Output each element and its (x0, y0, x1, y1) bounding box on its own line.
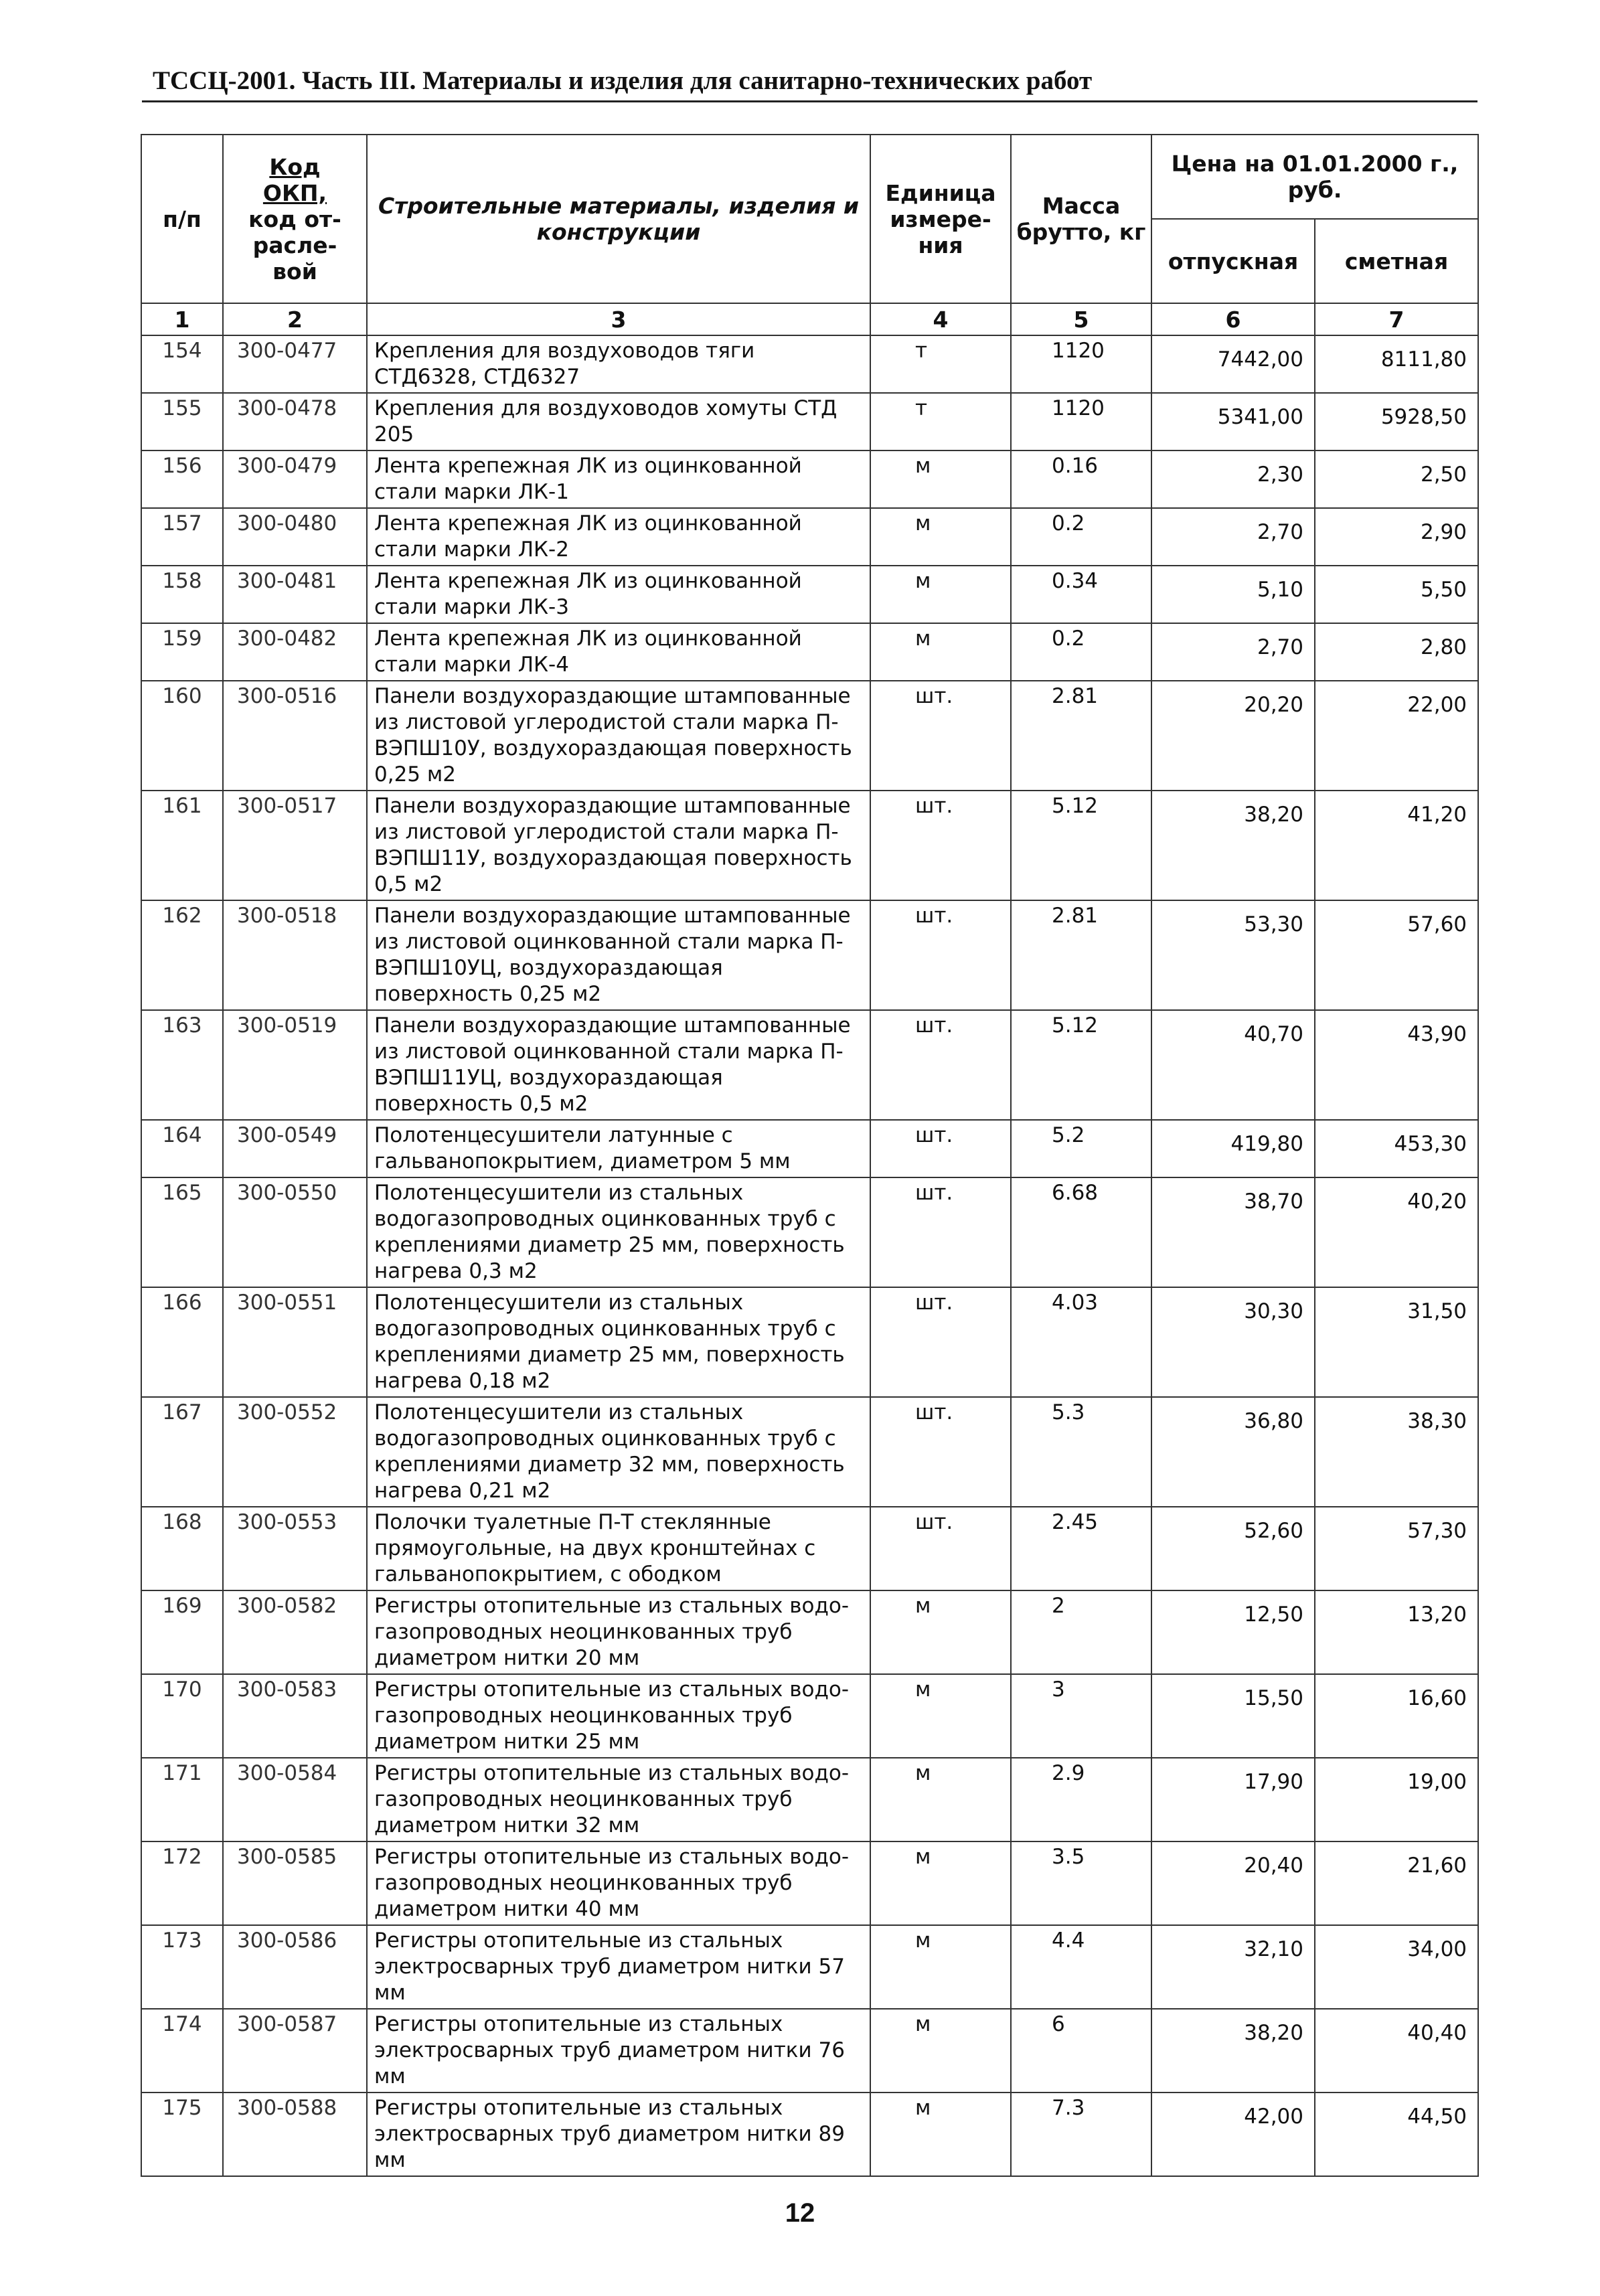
row-unit: м (870, 566, 1011, 623)
row-unit: шт. (870, 681, 1011, 791)
column-number: 6 (1151, 303, 1315, 335)
row-price-estimate: 44,50 (1315, 2093, 1478, 2176)
row-price-release: 2,70 (1151, 623, 1315, 681)
row-unit: м (870, 1590, 1011, 1674)
row-price-release: 38,20 (1151, 2009, 1315, 2093)
row-unit: шт. (870, 1287, 1011, 1397)
row-code: 300-0477 (223, 335, 367, 393)
row-material-name: Регистры отопительные из стальных водо-газопроводных неоцинкованных труб диаметром нитки 32 мм (367, 1758, 870, 1841)
row-price-release: 38,70 (1151, 1177, 1315, 1287)
row-price-estimate: 40,40 (1315, 2009, 1478, 2093)
header-material: Строительные материалы, изделия и конструкции (367, 135, 870, 303)
row-unit: м (870, 2009, 1011, 2093)
row-mass: 5.2 (1011, 1120, 1151, 1177)
row-code: 300-0583 (223, 1674, 367, 1758)
row-code: 300-0519 (223, 1010, 367, 1120)
row-unit: м (870, 1758, 1011, 1841)
table-row (141, 393, 1478, 450)
row-unit: м (870, 2093, 1011, 2176)
row-code: 300-0479 (223, 450, 367, 508)
column-number-row (141, 303, 1478, 335)
row-mass: 2.9 (1011, 1758, 1151, 1841)
row-unit: т (870, 335, 1011, 393)
header-code-line: ОКП, (262, 179, 327, 206)
row-price-release: 53,30 (1151, 900, 1315, 1010)
row-price-release: 40,70 (1151, 1010, 1315, 1120)
row-price-estimate: 2,50 (1315, 450, 1478, 508)
table-row (141, 450, 1478, 508)
row-material-name: Лента крепежная ЛК из оцинкованной стали марки ЛК-2 (367, 508, 870, 566)
row-price-release: 17,90 (1151, 1758, 1315, 1841)
row-price-release: 20,20 (1151, 681, 1315, 791)
row-code: 300-0517 (223, 791, 367, 900)
row-number: 174 (141, 2009, 223, 2093)
row-unit: м (870, 1674, 1011, 1758)
row-unit: м (870, 1841, 1011, 1925)
header-code-line: расле- (252, 232, 337, 258)
row-mass: 0.34 (1011, 566, 1151, 623)
row-number: 157 (141, 508, 223, 566)
row-unit: шт. (870, 1507, 1011, 1590)
table-body (141, 303, 1478, 2176)
row-number: 154 (141, 335, 223, 393)
column-number: 3 (367, 303, 870, 335)
materials-price-table (141, 134, 1479, 2177)
row-material-name: Крепления для воздуховодов хомуты СТД 205 (367, 393, 870, 450)
row-material-name: Регистры отопительные из стальных электросварных труб диаметром нитки 57 мм (367, 1925, 870, 2009)
row-material-name: Регистры отопительные из стальных электросварных труб диаметром нитки 89 мм (367, 2093, 870, 2176)
row-price-estimate: 41,20 (1315, 791, 1478, 900)
row-code: 300-0478 (223, 393, 367, 450)
row-price-release: 30,30 (1151, 1287, 1315, 1397)
row-mass: 2.81 (1011, 681, 1151, 791)
row-code: 300-0588 (223, 2093, 367, 2176)
row-price-estimate: 19,00 (1315, 1758, 1478, 1841)
row-mass: 2 (1011, 1590, 1151, 1674)
row-material-name: Регистры отопительные из стальных водо-газопроводных неоцинкованных труб диаметром нитки 25 мм (367, 1674, 870, 1758)
row-price-estimate: 31,50 (1315, 1287, 1478, 1397)
row-price-release: 15,50 (1151, 1674, 1315, 1758)
row-code: 300-0480 (223, 508, 367, 566)
page-number: 12 (785, 2198, 815, 2228)
header-code-line: код от- (248, 206, 341, 232)
row-price-release: 36,80 (1151, 1397, 1315, 1507)
table-row (141, 335, 1478, 393)
row-number: 170 (141, 1674, 223, 1758)
row-mass: 4.4 (1011, 1925, 1151, 2009)
column-number: 1 (141, 303, 223, 335)
row-number: 168 (141, 1507, 223, 1590)
table-row (141, 1841, 1478, 1925)
row-material-name: Регистры отопительные из стальных водо-газопроводных неоцинкованных труб диаметром нитки 20 мм (367, 1590, 870, 1674)
row-mass: 5.3 (1011, 1397, 1151, 1507)
header-mass: Масса брутто, кг (1011, 135, 1151, 303)
row-price-release: 7442,00 (1151, 335, 1315, 393)
row-price-estimate: 453,30 (1315, 1120, 1478, 1177)
row-material-name: Лента крепежная ЛК из оцинкованной стали марки ЛК-4 (367, 623, 870, 681)
row-material-name: Крепления для воздуховодов тяги СТД6328, СТД6327 (367, 335, 870, 393)
row-price-estimate: 22,00 (1315, 681, 1478, 791)
row-price-release: 419,80 (1151, 1120, 1315, 1177)
row-code: 300-0516 (223, 681, 367, 791)
row-mass: 6 (1011, 2009, 1151, 2093)
header-price-estimate: сметная (1315, 219, 1478, 303)
header-num: п/п (141, 135, 223, 303)
header-code (223, 135, 367, 303)
row-number: 173 (141, 1925, 223, 2009)
row-mass: 4.03 (1011, 1287, 1151, 1397)
row-code: 300-0482 (223, 623, 367, 681)
header-price-group: Цена на 01.01.2000 г., руб. (1151, 135, 1478, 219)
row-mass: 5.12 (1011, 791, 1151, 900)
header-code-line: Код (269, 153, 321, 180)
row-mass: 3 (1011, 1674, 1151, 1758)
row-price-estimate: 34,00 (1315, 1925, 1478, 2009)
row-price-estimate: 43,90 (1315, 1010, 1478, 1120)
row-number: 175 (141, 2093, 223, 2176)
column-number: 2 (223, 303, 367, 335)
table-row (141, 566, 1478, 623)
row-unit: шт. (870, 1177, 1011, 1287)
row-number: 169 (141, 1590, 223, 1674)
row-price-estimate: 57,30 (1315, 1507, 1478, 1590)
row-price-estimate: 57,60 (1315, 900, 1478, 1010)
row-price-release: 32,10 (1151, 1925, 1315, 2009)
row-price-estimate: 8111,80 (1315, 335, 1478, 393)
table-row (141, 1758, 1478, 1841)
row-number: 155 (141, 393, 223, 450)
row-number: 172 (141, 1841, 223, 1925)
header-unit: Единица измере-ния (870, 135, 1011, 303)
table-header-row (141, 135, 1478, 219)
header-code-line: вой (272, 258, 317, 284)
row-price-release: 52,60 (1151, 1507, 1315, 1590)
row-number: 158 (141, 566, 223, 623)
row-price-estimate: 5,50 (1315, 566, 1478, 623)
row-code: 300-0518 (223, 900, 367, 1010)
row-number: 171 (141, 1758, 223, 1841)
row-price-estimate: 21,60 (1315, 1841, 1478, 1925)
row-unit: м (870, 508, 1011, 566)
row-unit: шт. (870, 791, 1011, 900)
row-mass: 1120 (1011, 335, 1151, 393)
row-number: 159 (141, 623, 223, 681)
row-code: 300-0553 (223, 1507, 367, 1590)
row-mass: 3.5 (1011, 1841, 1151, 1925)
row-number: 164 (141, 1120, 223, 1177)
table-row (141, 1507, 1478, 1590)
table-row (141, 1010, 1478, 1120)
row-unit: т (870, 393, 1011, 450)
page-title: ТССЦ-2001. Часть III. Материалы и изделия для санитарно-технических работ (153, 66, 1093, 95)
table-row (141, 2093, 1478, 2176)
header-divider (142, 100, 1477, 102)
row-price-estimate: 16,60 (1315, 1674, 1478, 1758)
row-mass: 0.2 (1011, 508, 1151, 566)
table-row (141, 1177, 1478, 1287)
row-material-name: Лента крепежная ЛК из оцинкованной стали марки ЛК-1 (367, 450, 870, 508)
table-row (141, 1674, 1478, 1758)
column-number: 5 (1011, 303, 1151, 335)
row-mass: 0.2 (1011, 623, 1151, 681)
row-code: 300-0582 (223, 1590, 367, 1674)
column-number: 4 (870, 303, 1011, 335)
header-price-release: отпускная (1151, 219, 1315, 303)
row-price-estimate: 13,20 (1315, 1590, 1478, 1674)
row-number: 160 (141, 681, 223, 791)
row-material-name: Регистры отопительные из стальных водо-газопроводных неоцинкованных труб диаметром нитки 40 мм (367, 1841, 870, 1925)
row-mass: 7.3 (1011, 2093, 1151, 2176)
table-row (141, 2009, 1478, 2093)
row-price-release: 5341,00 (1151, 393, 1315, 450)
row-price-release: 5,10 (1151, 566, 1315, 623)
row-material-name: Лента крепежная ЛК из оцинкованной стали марки ЛК-3 (367, 566, 870, 623)
row-price-estimate: 2,90 (1315, 508, 1478, 566)
row-mass: 6.68 (1011, 1177, 1151, 1287)
row-price-release: 2,30 (1151, 450, 1315, 508)
table-row (141, 508, 1478, 566)
row-mass: 5.12 (1011, 1010, 1151, 1120)
row-unit: шт. (870, 900, 1011, 1010)
row-unit: шт. (870, 1120, 1011, 1177)
row-number: 165 (141, 1177, 223, 1287)
row-material-name: Панели воздухораздающие штампованные из листовой оцинкованной стали марка П-ВЭПШ11УЦ, воздухораздающая поверхность 0,5 м2 (367, 1010, 870, 1120)
row-material-name: Панели воздухораздающие штампованные из листовой оцинкованной стали марка П-ВЭПШ10УЦ, воздухораздающая поверхность 0,25 м2 (367, 900, 870, 1010)
table-row (141, 900, 1478, 1010)
row-mass: 1120 (1011, 393, 1151, 450)
row-number: 166 (141, 1287, 223, 1397)
row-mass: 0.16 (1011, 450, 1151, 508)
row-code: 300-0481 (223, 566, 367, 623)
row-material-name: Полотенцесушители из стальных водогазопроводных оцинкованных труб с креплениями диаметр 25 мм, поверхность нагрева 0,18 м2 (367, 1287, 870, 1397)
row-mass: 2.45 (1011, 1507, 1151, 1590)
row-price-estimate: 5928,50 (1315, 393, 1478, 450)
row-price-release: 42,00 (1151, 2093, 1315, 2176)
row-material-name: Панели воздухораздающие штампованные из листовой углеродистой стали марка П-ВЭПШ10У, воздухораздающая поверхность 0,25 м2 (367, 681, 870, 791)
row-code: 300-0584 (223, 1758, 367, 1841)
row-material-name: Панели воздухораздающие штампованные из листовой углеродистой стали марка П-ВЭПШ11У, воздухораздающая поверхность 0,5 м2 (367, 791, 870, 900)
row-mass: 2.81 (1011, 900, 1151, 1010)
table-row (141, 1925, 1478, 2009)
row-material-name: Полотенцесушители латунные с гальванопокрытием, диаметром 5 мм (367, 1120, 870, 1177)
row-price-estimate: 38,30 (1315, 1397, 1478, 1507)
row-code: 300-0551 (223, 1287, 367, 1397)
row-code: 300-0586 (223, 1925, 367, 2009)
row-unit: м (870, 1925, 1011, 2009)
row-price-release: 38,20 (1151, 791, 1315, 900)
row-unit: м (870, 450, 1011, 508)
column-number: 7 (1315, 303, 1478, 335)
row-price-release: 2,70 (1151, 508, 1315, 566)
row-price-estimate: 40,20 (1315, 1177, 1478, 1287)
row-number: 163 (141, 1010, 223, 1120)
row-code: 300-0552 (223, 1397, 367, 1507)
row-code: 300-0585 (223, 1841, 367, 1925)
row-number: 167 (141, 1397, 223, 1507)
row-material-name: Полочки туалетные П-Т стеклянные прямоугольные, на двух кронштейнах с гальванопокрытием, с ободком (367, 1507, 870, 1590)
row-number: 161 (141, 791, 223, 900)
row-material-name: Полотенцесушители из стальных водогазопроводных оцинкованных труб с креплениями диаметр 32 мм, поверхность нагрева 0,21 м2 (367, 1397, 870, 1507)
row-unit: шт. (870, 1397, 1011, 1507)
table-row (141, 1590, 1478, 1674)
row-material-name: Полотенцесушители из стальных водогазопроводных оцинкованных труб с креплениями диаметр 25 мм, поверхность нагрева 0,3 м2 (367, 1177, 870, 1287)
row-number: 162 (141, 900, 223, 1010)
table-row (141, 1287, 1478, 1397)
row-code: 300-0587 (223, 2009, 367, 2093)
row-unit: м (870, 623, 1011, 681)
row-number: 156 (141, 450, 223, 508)
row-code: 300-0550 (223, 1177, 367, 1287)
table-row (141, 623, 1478, 681)
row-code: 300-0549 (223, 1120, 367, 1177)
table-row (141, 791, 1478, 900)
row-price-release: 20,40 (1151, 1841, 1315, 1925)
row-unit: шт. (870, 1010, 1011, 1120)
row-price-release: 12,50 (1151, 1590, 1315, 1674)
table-row (141, 1397, 1478, 1507)
table-row (141, 1120, 1478, 1177)
row-material-name: Регистры отопительные из стальных электросварных труб диаметром нитки 76 мм (367, 2009, 870, 2093)
row-price-estimate: 2,80 (1315, 623, 1478, 681)
table-row (141, 681, 1478, 791)
